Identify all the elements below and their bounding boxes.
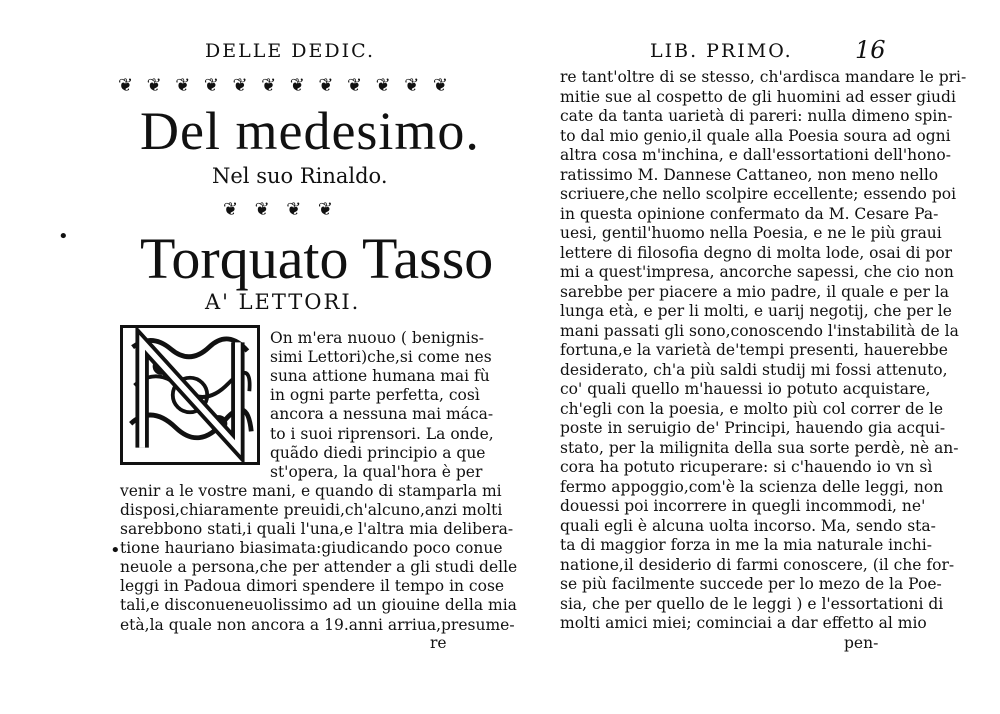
running-head-left: DELLE DEDIC.: [205, 40, 375, 62]
fleuron-icon: ❦: [261, 74, 277, 96]
fleuron-icon: ❦: [318, 74, 334, 96]
text-line: mitie sue al cospetto de gli huomini ad esser giudi: [560, 87, 956, 106]
fleuron-icon: ❦: [118, 74, 134, 96]
fleuron-icon: ❦: [223, 198, 239, 220]
ornament-band: [118, 72, 448, 98]
text-line: neuole a persona,che per attender a gli studi delle: [120, 558, 518, 577]
folio-number: 16: [855, 36, 886, 64]
text-line: simi Lettori)che,si come nes: [270, 348, 492, 367]
text-line: suna attione humana mai fù: [270, 367, 490, 386]
page-title: Del medesimo.: [140, 101, 480, 161]
fleuron-icon: ❦: [254, 198, 270, 220]
text-line: tali,e disconueneuolissimo ad un giouine della mia: [120, 596, 517, 615]
text-line: uesi, gentil'huomo nella Poesia, e ne le più graui: [560, 224, 942, 242]
text-line: On m'era nuouo ( benignis-: [270, 329, 484, 347]
text-line: altra cosa m'inchina, e dall'essortationi dell'hono-: [560, 146, 951, 164]
fleuron-icon: ❦: [175, 74, 191, 96]
text-line: re tant'oltre di se stesso, ch'ardisca mandare le pri-: [560, 68, 967, 86]
text-line: sarebbono stati,i quali l'una,e l'altra mia delibera-: [120, 520, 514, 538]
fleuron-icon: ❦: [432, 74, 448, 96]
text-line: lettere di filosofia degno di molta lode, osai di por: [560, 243, 953, 262]
text-line: douessi poi incorrere in quegli incommodi, ne': [560, 497, 926, 515]
text-line: desiderato, ch'a più saldi studij mi fossi attenuto,: [560, 360, 948, 379]
text-line: to i suoi riprensori. La onde,: [270, 424, 494, 443]
text-line: tione hauriano biasimata:giudicando poco conue: [120, 539, 503, 558]
address-heading: A' LETTORI.: [205, 290, 361, 314]
fleuron-icon: ❦: [347, 74, 363, 96]
text-line: lunga età, e per li molti, e uarij negotij, che per le: [560, 302, 952, 320]
text-line: to dal mio genio,il quale alla Poesia soura ad ogni: [560, 126, 951, 145]
text-line: ta di maggior forza in me la mia naturale inchi-: [560, 536, 932, 554]
fleuron-icon: ❦: [203, 74, 219, 96]
text-line: età,la quale non ancora a 19.anni arriua,presume-: [120, 615, 515, 634]
text-line: poste in seruigio de' Principi, hauendo gia acqui-: [560, 419, 946, 437]
catchword-left: re: [430, 634, 447, 652]
author-name: Torquato Tasso: [140, 226, 494, 291]
text-line: se più facilmente succede per lo mezo de la Poe-: [560, 575, 942, 593]
page-subtitle: Nel suo Rinaldo.: [212, 164, 388, 188]
text-line: quali egli è alcuna uolta incorso. Ma, sendo sta-: [560, 516, 936, 535]
fleuron-icon: ❦: [146, 74, 162, 96]
text-line: fortuna,e la varietà de'tempi presenti, hauerebbe: [560, 341, 948, 359]
text-line: natione,il desiderio di farmi conoscere, (il che for-: [560, 555, 955, 574]
fleuron-icon: ❦: [289, 74, 305, 96]
fleuron-icon: ❦: [404, 74, 420, 96]
text-line: st'opera, la qual'hora è per: [270, 462, 483, 481]
text-line: cora ha potuto ricuperare: si c'hauendo io vn sì: [560, 458, 933, 476]
text-line: co' quali quello m'hauessi io potuto acquistare,: [560, 380, 931, 398]
text-line: leggi in Padoua dimori spendere il tempo in cose: [120, 577, 505, 596]
text-line: mi a quest'impresa, ancorche sapessi, che cio non: [560, 263, 954, 281]
text-line: in ogni parte perfetta, così: [270, 386, 480, 405]
fleuron-icon: ❦: [317, 198, 333, 220]
margin-mark: •: [58, 226, 69, 247]
text-line: scriuere,che nello scolpire eccellente; essendo poi: [560, 185, 957, 203]
initial-letter: N: [159, 355, 221, 436]
text-line: molti amici miei; cominciai a dar effetto al mio: [560, 614, 927, 632]
ornament-small: [223, 195, 333, 223]
fleuron-icon: ❦: [286, 198, 302, 220]
text-line: ancora a nessuna mai máca-: [270, 405, 494, 424]
text-line: sia, che per quello de le leggi ) e l'essortationi di: [560, 594, 944, 613]
text-line: mani passati gli sono,conoscendo l'instabilità de la: [560, 321, 959, 340]
right-page: [500, 0, 1000, 714]
text-line: venir a le vostre mani, e quando di stamparla mi: [120, 481, 502, 500]
margin-mark: •: [110, 540, 121, 561]
fleuron-icon: ❦: [375, 74, 391, 96]
text-line: fermo appoggio,com'è la scienza delle leggi, non: [560, 477, 944, 496]
fleuron-icon: ❦: [232, 74, 248, 96]
text-line: ratissimo M. Dannese Cattaneo, non meno nello: [560, 165, 939, 184]
decorated-initial-icon: [123, 328, 257, 462]
catchword-right: pen-: [844, 634, 879, 652]
text-line: sarebbe per piacere a mio padre, il quale e per la: [560, 282, 950, 301]
text-line: ch'egli con la poesia, e molto più col correr de le: [560, 399, 944, 418]
text-line: disposi,chiaramente preuidi,ch'alcuno,anzi molti: [120, 500, 503, 519]
running-head-right: LIB. PRIMO.: [650, 40, 793, 62]
text-line: cate da tanta uarietà di pareri: nulla dimeno spin-: [560, 107, 953, 125]
text-line: in questa opinione confermato da M. Cesare Pa-: [560, 204, 939, 223]
text-line: quãdo diedi principio a que: [270, 443, 486, 462]
text-line: stato, per la milignita della sua sorte perdè, nè an-: [560, 438, 959, 457]
decorated-initial: [120, 325, 260, 465]
